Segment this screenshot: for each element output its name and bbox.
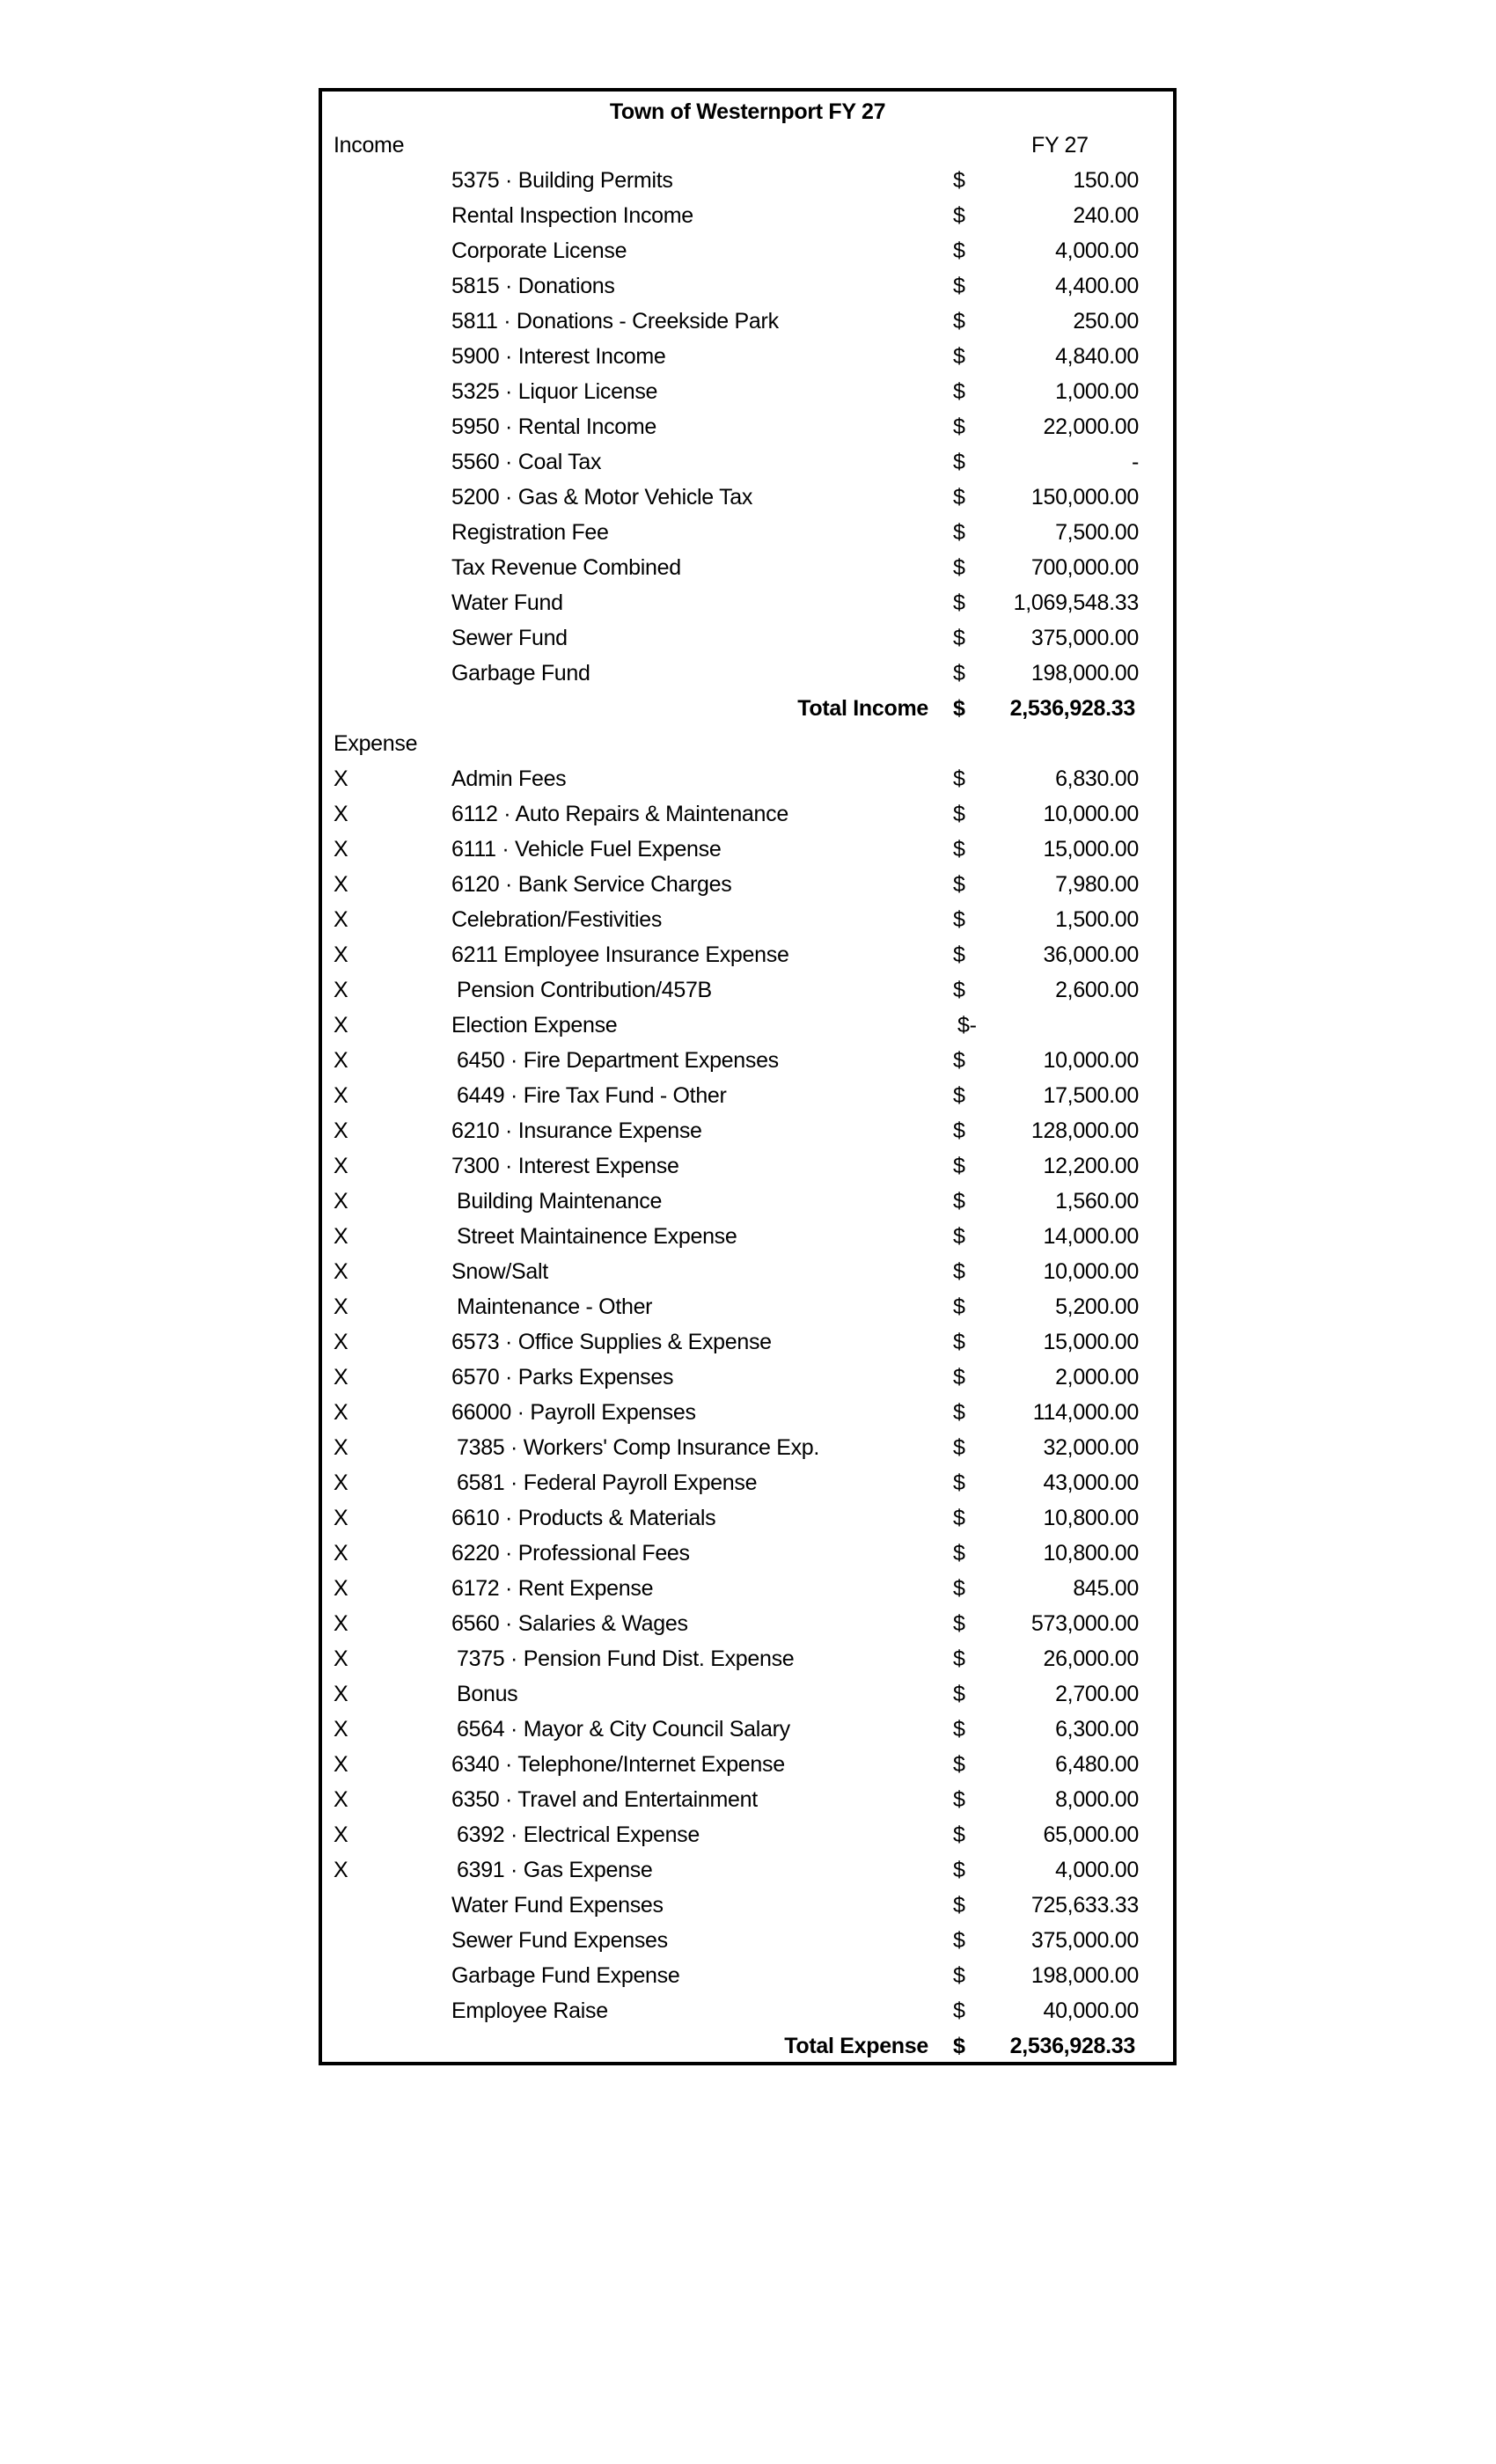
line-item-name: Garbage Fund Expense: [451, 1963, 680, 1988]
line-item-amount: 32,000.00: [1043, 1435, 1139, 1460]
line-item-amount: 10,800.00: [1043, 1541, 1139, 1566]
line-item-name: 7300 · Interest Expense: [451, 1154, 679, 1178]
budget-table: [319, 88, 1177, 2065]
line-item-amount: 10,800.00: [1043, 1506, 1139, 1530]
marked-x: X: [334, 942, 348, 967]
line-item-amount: 4,000.00: [1055, 1858, 1139, 1882]
income-row: [322, 409, 1173, 444]
expense-row: [322, 1324, 1173, 1360]
expense-row: [322, 1465, 1173, 1500]
line-item-amount: 40,000.00: [1043, 1998, 1139, 2023]
currency-symbol: $: [953, 1787, 965, 1812]
currency-symbol: $: [953, 978, 965, 1002]
marked-x: X: [334, 1365, 348, 1390]
expense-row: [322, 761, 1173, 796]
currency-symbol: $: [953, 1576, 965, 1601]
expense-row: [322, 867, 1173, 902]
line-item-name: Registration Fee: [451, 520, 609, 545]
line-item-amount: 1,500.00: [1055, 907, 1139, 932]
line-item-name: Bonus: [457, 1682, 518, 1706]
expense-row: [322, 1993, 1173, 2028]
line-item-name: Building Maintenance: [457, 1189, 663, 1214]
line-item-amount: 14,000.00: [1043, 1224, 1139, 1249]
line-item-amount: 4,840.00: [1055, 344, 1139, 369]
line-item-name: Garbage Fund: [451, 661, 590, 686]
currency-symbol: $: [953, 1506, 965, 1530]
currency-symbol: $: [953, 1682, 965, 1706]
currency-symbol: $: [953, 1118, 965, 1143]
currency-symbol: $: [953, 1294, 965, 1319]
expense-row: [322, 1113, 1173, 1148]
line-item-name: Rental Inspection Income: [451, 203, 693, 228]
marked-x: X: [334, 1118, 348, 1143]
currency-symbol: $: [953, 1330, 965, 1354]
income-row: [322, 444, 1173, 480]
expense-row: [322, 1817, 1173, 1852]
currency-symbol: $: [953, 1646, 965, 1671]
line-item-name: 6564 · Mayor & City Council Salary: [457, 1717, 790, 1742]
currency-symbol: $: [953, 1470, 965, 1495]
marked-x: X: [334, 766, 348, 791]
line-item-amount: 700,000.00: [1030, 555, 1139, 580]
line-item-amount: 15,000.00: [1043, 837, 1139, 862]
currency-symbol: $: [953, 1400, 965, 1425]
line-item-amount: 725,633.33: [1030, 1893, 1139, 1918]
marked-x: X: [334, 1083, 348, 1108]
marked-x: X: [334, 1154, 348, 1178]
income-row: [322, 198, 1173, 233]
line-item-name: Election Expense: [451, 1013, 618, 1038]
income-row: [322, 233, 1173, 268]
expense-row: [322, 1923, 1173, 1958]
currency-symbol: $: [953, 1083, 965, 1108]
total-income-row: [322, 691, 1173, 726]
marked-x: X: [334, 1470, 348, 1495]
line-item-amount: 250.00: [1073, 309, 1139, 334]
line-item-name: Water Fund: [451, 590, 563, 615]
line-item-amount: 43,000.00: [1043, 1470, 1139, 1495]
expense-row: [322, 1360, 1173, 1395]
line-item-name: 6350 · Travel and Entertainment: [451, 1787, 758, 1812]
currency-symbol: $: [953, 1154, 965, 1178]
expense-row: [322, 1430, 1173, 1465]
line-item-name: Sewer Fund Expenses: [451, 1928, 668, 1953]
expense-row: [322, 1958, 1173, 1993]
currency-symbol: $: [953, 1998, 965, 2023]
line-item-amount: 150.00: [1073, 168, 1139, 193]
currency-symbol: $-: [957, 1013, 977, 1038]
line-item-name: 6112 · Auto Repairs & Maintenance: [451, 802, 788, 826]
line-item-amount: 240.00: [1073, 203, 1139, 228]
line-item-amount: 2,700.00: [1055, 1682, 1139, 1706]
expense-row: [322, 1219, 1173, 1254]
line-item-name: 6211 Employee Insurance Expense: [451, 942, 789, 967]
line-item-name: Tax Revenue Combined: [451, 555, 681, 580]
currency-symbol: $: [953, 626, 965, 650]
marked-x: X: [334, 802, 348, 826]
marked-x: X: [334, 1013, 348, 1038]
line-item-amount: 4,400.00: [1055, 274, 1139, 298]
expense-row: [322, 937, 1173, 972]
marked-x: X: [334, 1224, 348, 1249]
line-item-amount: 5,200.00: [1055, 1294, 1139, 1319]
title-row: [322, 94, 1173, 129]
line-item-amount: 7,980.00: [1055, 872, 1139, 897]
currency-symbol: $: [953, 309, 965, 334]
line-item-name: 6573 · Office Supplies & Expense: [451, 1330, 772, 1354]
currency-symbol: $: [953, 1963, 965, 1988]
line-item-name: 5560 · Coal Tax: [451, 450, 602, 474]
income-row: [322, 374, 1173, 409]
line-item-amount: 26,000.00: [1043, 1646, 1139, 1671]
line-item-name: Sewer Fund: [451, 626, 568, 650]
line-item-name: Employee Raise: [451, 1998, 608, 2023]
line-item-name: 6392 · Electrical Expense: [457, 1822, 700, 1847]
total-income-label: Total Income: [797, 696, 928, 721]
income-row: [322, 339, 1173, 374]
marked-x: X: [334, 978, 348, 1002]
line-item-name: 66000 · Payroll Expenses: [451, 1400, 696, 1425]
marked-x: X: [334, 837, 348, 862]
currency-symbol: $: [953, 1752, 965, 1777]
currency-symbol: $: [953, 696, 965, 721]
marked-x: X: [334, 1400, 348, 1425]
line-item-name: 6560 · Salaries & Wages: [451, 1611, 688, 1636]
expense-row: [322, 1676, 1173, 1712]
line-item-name: 6210 · Insurance Expense: [451, 1118, 702, 1143]
expense-row: [322, 1148, 1173, 1184]
currency-symbol: $: [953, 1365, 965, 1390]
line-item-name: 6450 · Fire Department Expenses: [457, 1048, 779, 1073]
line-item-amount: -: [1131, 450, 1139, 474]
currency-symbol: $: [953, 379, 965, 404]
currency-symbol: $: [953, 1048, 965, 1073]
line-item-name: Water Fund Expenses: [451, 1893, 664, 1918]
marked-x: X: [334, 1189, 348, 1214]
income-row: [322, 550, 1173, 585]
expense-section-label: Expense: [334, 731, 418, 756]
currency-symbol: $: [953, 942, 965, 967]
expense-row: [322, 1184, 1173, 1219]
currency-symbol: $: [953, 1822, 965, 1847]
line-item-name: 7385 · Workers' Comp Insurance Exp.: [457, 1435, 820, 1460]
line-item-name: 6120 · Bank Service Charges: [451, 872, 732, 897]
income-row: [322, 163, 1173, 198]
currency-symbol: $: [953, 274, 965, 298]
expense-row: [322, 832, 1173, 867]
line-item-amount: 2,000.00: [1055, 1365, 1139, 1390]
marked-x: X: [334, 1294, 348, 1319]
page-title: Town of Westernport FY 27: [609, 99, 886, 124]
marked-x: X: [334, 1435, 348, 1460]
marked-x: X: [334, 1822, 348, 1847]
line-item-amount: 15,000.00: [1043, 1330, 1139, 1354]
line-item-amount: 10,000.00: [1043, 1048, 1139, 1073]
expense-row: [322, 1008, 1173, 1043]
line-item-amount: 573,000.00: [1030, 1611, 1139, 1636]
expense-row: [322, 796, 1173, 832]
currency-symbol: $: [953, 414, 965, 439]
line-item-amount: 17,500.00: [1043, 1083, 1139, 1108]
line-item-amount: 6,300.00: [1055, 1717, 1139, 1742]
line-item-amount: 1,000.00: [1055, 379, 1139, 404]
line-item-name: 6610 · Products & Materials: [451, 1506, 716, 1530]
line-item-name: 6220 · Professional Fees: [451, 1541, 690, 1566]
marked-x: X: [334, 1787, 348, 1812]
currency-symbol: $: [953, 203, 965, 228]
currency-symbol: $: [953, 555, 965, 580]
line-item-name: 5375 · Building Permits: [451, 168, 673, 193]
currency-symbol: $: [953, 661, 965, 686]
marked-x: X: [334, 1048, 348, 1073]
currency-symbol: $: [953, 1858, 965, 1882]
total-expense-amount: 2,536,928.33: [1009, 2034, 1135, 2058]
line-item-amount: 10,000.00: [1043, 802, 1139, 826]
currency-symbol: $: [953, 590, 965, 615]
expense-row: [322, 1254, 1173, 1289]
line-item-name: Corporate License: [451, 238, 627, 263]
marked-x: X: [334, 1752, 348, 1777]
marked-x: X: [334, 1858, 348, 1882]
currency-symbol: $: [953, 344, 965, 369]
currency-symbol: $: [953, 1893, 965, 1918]
line-item-name: 6340 · Telephone/Internet Expense: [451, 1752, 785, 1777]
income-row: [322, 268, 1173, 304]
line-item-amount: 1,560.00: [1055, 1189, 1139, 1214]
line-item-amount: 2,600.00: [1055, 978, 1139, 1002]
line-item-name: Admin Fees: [451, 766, 567, 791]
line-item-name: 5900 · Interest Income: [451, 344, 666, 369]
expense-row: [322, 1289, 1173, 1324]
income-row: [322, 585, 1173, 620]
expense-row: [322, 1712, 1173, 1747]
line-item-amount: 65,000.00: [1043, 1822, 1139, 1847]
line-item-amount: 4,000.00: [1055, 238, 1139, 263]
currency-symbol: $: [953, 766, 965, 791]
income-row: [322, 620, 1173, 656]
expense-row: [322, 1747, 1173, 1782]
expense-row: [322, 972, 1173, 1008]
expense-row: [322, 1641, 1173, 1676]
line-item-amount: 128,000.00: [1030, 1118, 1139, 1143]
line-item-amount: 6,830.00: [1055, 766, 1139, 791]
expense-row: [322, 1782, 1173, 1817]
line-item-amount: 845.00: [1073, 1576, 1139, 1601]
line-item-name: 5815 · Donations: [451, 274, 615, 298]
marked-x: X: [334, 1259, 348, 1284]
currency-symbol: $: [953, 1224, 965, 1249]
expense-row: [322, 1395, 1173, 1430]
currency-symbol: $: [953, 1928, 965, 1953]
line-item-amount: 12,200.00: [1043, 1154, 1139, 1178]
line-item-name: 6391 · Gas Expense: [457, 1858, 653, 1882]
currency-symbol: $: [953, 238, 965, 263]
expense-row: [322, 1078, 1173, 1113]
line-item-amount: 114,000.00: [1032, 1400, 1139, 1425]
currency-symbol: $: [953, 485, 965, 510]
line-item-name: 5200 · Gas & Motor Vehicle Tax: [451, 485, 753, 510]
line-item-name: 7375 · Pension Fund Dist. Expense: [457, 1646, 795, 1671]
currency-symbol: $: [953, 872, 965, 897]
marked-x: X: [334, 1330, 348, 1354]
currency-symbol: $: [953, 1717, 965, 1742]
line-item-amount: 36,000.00: [1043, 942, 1139, 967]
marked-x: X: [334, 1611, 348, 1636]
line-item-name: 6449 · Fire Tax Fund - Other: [457, 1083, 727, 1108]
line-item-name: Celebration/Festivities: [451, 907, 663, 932]
currency-symbol: $: [953, 802, 965, 826]
marked-x: X: [334, 1541, 348, 1566]
income-header-row: [322, 128, 1173, 163]
line-item-amount: 1,069,548.33: [1013, 590, 1139, 615]
total-expense-label: Total Expense: [784, 2034, 928, 2058]
line-item-amount: 198,000.00: [1030, 1963, 1139, 1988]
currency-symbol: $: [953, 837, 965, 862]
expense-row: [322, 1571, 1173, 1606]
expense-row: [322, 1888, 1173, 1923]
marked-x: X: [334, 1506, 348, 1530]
currency-symbol: $: [953, 1611, 965, 1636]
line-item-name: 5950 · Rental Income: [451, 414, 657, 439]
line-item-name: Street Maintainence Expense: [457, 1224, 737, 1249]
currency-symbol: $: [953, 1435, 965, 1460]
expense-row: [322, 902, 1173, 937]
currency-symbol: $: [953, 450, 965, 474]
marked-x: X: [334, 1576, 348, 1601]
income-row: [322, 304, 1173, 339]
income-row: [322, 515, 1173, 550]
income-section-label: Income: [334, 133, 405, 158]
line-item-name: 6172 · Rent Expense: [451, 1576, 654, 1601]
currency-symbol: $: [953, 1259, 965, 1284]
currency-symbol: $: [953, 1541, 965, 1566]
line-item-name: 6570 · Parks Expenses: [451, 1365, 674, 1390]
expense-row: [322, 1536, 1173, 1571]
line-item-name: 6111 · Vehicle Fuel Expense: [451, 837, 722, 862]
currency-symbol: $: [953, 2034, 965, 2058]
line-item-amount: 10,000.00: [1043, 1259, 1139, 1284]
marked-x: X: [334, 1717, 348, 1742]
line-item-amount: 198,000.00: [1030, 661, 1139, 686]
line-item-name: 6581 · Federal Payroll Expense: [457, 1470, 758, 1495]
marked-x: X: [334, 1646, 348, 1671]
line-item-name: Snow/Salt: [451, 1259, 548, 1284]
currency-symbol: $: [953, 1189, 965, 1214]
line-item-amount: 22,000.00: [1043, 414, 1139, 439]
marked-x: X: [334, 872, 348, 897]
expense-row: [322, 1500, 1173, 1536]
line-item-name: Pension Contribution/457B: [457, 978, 712, 1002]
line-item-amount: 375,000.00: [1030, 1928, 1139, 1953]
currency-symbol: $: [953, 907, 965, 932]
expense-header-row: [322, 726, 1173, 761]
income-row: [322, 480, 1173, 515]
line-item-name: 5811 · Donations - Creekside Park: [451, 309, 779, 334]
currency-symbol: $: [953, 168, 965, 193]
total-income-amount: 2,536,928.33: [1009, 696, 1135, 721]
line-item-amount: 8,000.00: [1055, 1787, 1139, 1812]
line-item-amount: 7,500.00: [1055, 520, 1139, 545]
expense-row: [322, 1043, 1173, 1078]
total-expense-row: [322, 2028, 1173, 2064]
marked-x: X: [334, 1682, 348, 1706]
expense-row: [322, 1852, 1173, 1888]
income-row: [322, 656, 1173, 691]
currency-symbol: $: [953, 520, 965, 545]
line-item-amount: 6,480.00: [1055, 1752, 1139, 1777]
expense-row: [322, 1606, 1173, 1641]
line-item-amount: 150,000.00: [1030, 485, 1139, 510]
marked-x: X: [334, 907, 348, 932]
line-item-name: Maintenance - Other: [457, 1294, 653, 1319]
fiscal-year-column-header: FY 27: [1031, 133, 1089, 158]
line-item-amount: 375,000.00: [1030, 626, 1139, 650]
line-item-name: 5325 · Liquor License: [451, 379, 658, 404]
